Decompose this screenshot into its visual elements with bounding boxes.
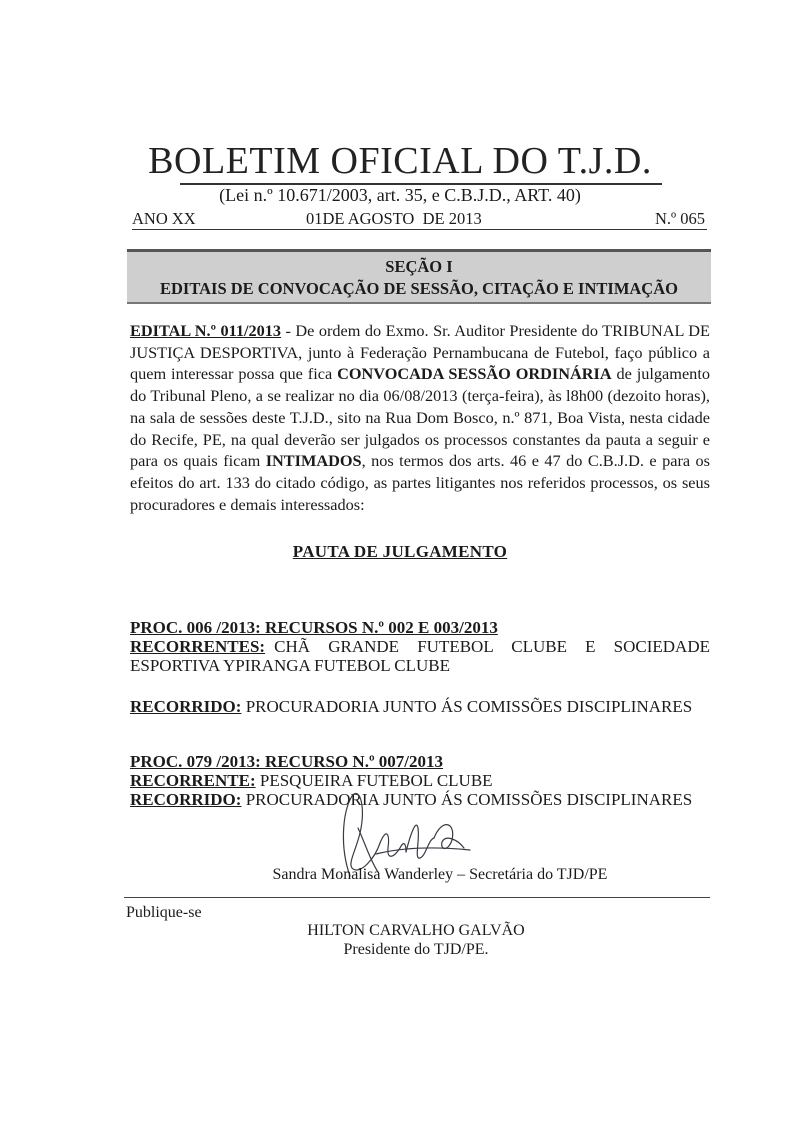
president-title: Presidente do TJD/PE. [343, 941, 489, 958]
meta-rule [132, 229, 707, 230]
edital-paragraph [130, 320, 710, 515]
publique-se-label: Publique-se [126, 904, 202, 921]
process-2-header: PROC. 079 /2013: RECURSO N.º 007/2013 [130, 752, 444, 771]
edital-bold-2: INTIMADOS [265, 451, 362, 471]
process-2-recorrente-label: RECORRENTE: [130, 771, 256, 790]
bulletin-title: BOLETIM OFICIAL DO T.J.D. [148, 140, 652, 182]
process-1-recorrente-line1: CHÃ GRANDE FUTEBOL CLUBE E SOCIEDADE [265, 637, 710, 656]
bulletin-subtitle: (Lei n.º 10.671/2003, art. 35, e C.B.J.D., ART. 40) [219, 185, 581, 205]
section-subtitle: EDITAIS DE CONVOCAÇÃO DE SESSÃO, CITAÇÃO E INTIMAÇÃO [160, 279, 678, 298]
issue-number: N.º 065 [654, 209, 705, 228]
process-1-recorrido: PROCURADORIA JUNTO ÁS COMISSÕES DISCIPLINARES [241, 697, 693, 716]
issue-date: 01DE AGOSTO DE 2013 [306, 209, 482, 228]
pauta-title: PAUTA DE JULGAMENTO [292, 542, 508, 561]
issue-meta-row [132, 208, 707, 230]
process-1-recorrido-label: RECORRIDO: [130, 697, 242, 716]
section-title: SEÇÃO I [385, 257, 453, 276]
issue-year: ANO XX [132, 209, 196, 228]
process-2-recorrido: PROCURADORIA JUNTO ÁS COMISSÕES DISCIPLINARES [241, 790, 693, 809]
process-2-recorrido-label: RECORRIDO: [130, 790, 242, 809]
edital-bold-1: CONVOCADA SESSÃO ORDINÁRIA [337, 364, 612, 384]
edital-label: EDITAL N.º 011/2013 [130, 321, 282, 340]
process-1-recorrente-line2: ESPORTIVA YPIRANGA FUTEBOL CLUBE [130, 656, 450, 675]
president-name: HILTON CARVALHO GALVÃO [307, 922, 525, 939]
edital-text-3: , nos termos dos arts. 46 e 47 do C.B.J.D. e para os efeitos do art. 133 do citado código, as partes litigantes nos referidos processos, os seus procuradores e demais interessados: [130, 451, 711, 514]
process-1-header: PROC. 006 /2013: RECURSOS N.º 002 E 003/2013 [130, 618, 498, 637]
section-banner [127, 249, 711, 304]
secretary-signature-line: Sandra Monalisa Wanderley – Secretária do TJD/PE [272, 866, 608, 883]
edital-text-2: de julgamento do Tribunal Pleno, a se realizar no dia 06/08/2013 (terça-feira), às l8h00 (dezoito horas), na sala de sessões deste T.J.D., sito na Rua Dom Bosco, n.º 871, Boa Vista, nesta cidade do Recife, PE, na qual deverão ser julgados os processos constantes da pauta a seguir e para os quais ficam [130, 364, 710, 471]
edital-text-1: - De ordem do Exmo. Sr. Auditor Presidente do TRIBUNAL DE JUSTIÇA DESPORTIVA, junto à Federação Pernambucana de Futebol, faço público a quem interessar possa que fica [130, 321, 710, 384]
bottom-rule [124, 897, 710, 898]
process-2-recorrente: PESQUEIRA FUTEBOL CLUBE [255, 771, 493, 790]
process-1 [130, 618, 710, 716]
process-1-recorrente-label: RECORRENTES: [130, 637, 266, 656]
